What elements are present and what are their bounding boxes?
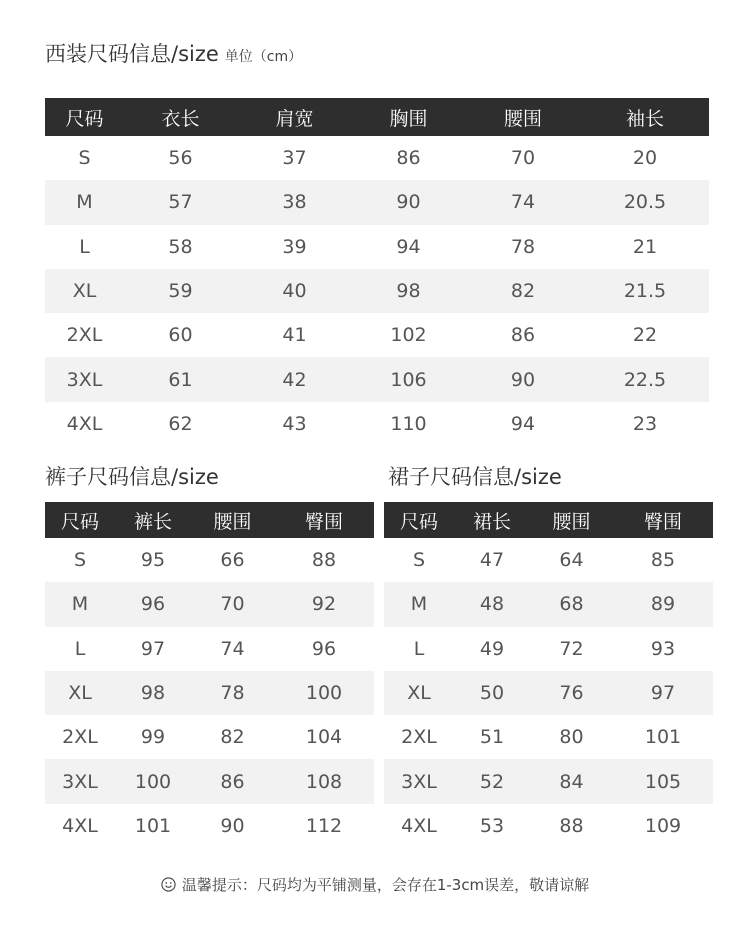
measurement-cell: 101 (134, 814, 172, 837)
size-cell: 2XL (66, 324, 103, 347)
table-row (45, 357, 709, 401)
table-row (384, 715, 713, 759)
size-cell: XL (45, 671, 115, 715)
smile-icon (161, 877, 176, 892)
measurement-cell: 88 (311, 549, 337, 572)
size-cell: L (79, 235, 90, 258)
measurement-cell: 61 (124, 357, 237, 401)
measurement-cell: 82 (220, 726, 245, 749)
measurement-cell: 90 (220, 814, 245, 837)
measurement-cell: 41 (282, 324, 307, 347)
measurement-cell: 60 (168, 324, 193, 347)
suit-title-text: 西装尺码信息/size (45, 42, 219, 66)
measurement-cell: 96 (311, 637, 337, 660)
measurement-cell: 48 (454, 582, 530, 626)
column-header: 尺码 (45, 98, 124, 136)
suit-size-title (45, 44, 302, 65)
column-header: 腰围 (465, 98, 581, 136)
size-cell: M (45, 180, 124, 224)
measurement-cell: 102 (390, 324, 427, 347)
table-row (45, 402, 709, 446)
table-row (45, 804, 374, 848)
size-cell: 2XL (62, 726, 98, 749)
measurement-cell: 90 (352, 180, 465, 224)
measurement-cell: 49 (479, 637, 505, 660)
table-row (384, 538, 713, 582)
measurement-cell: 39 (282, 235, 307, 258)
measurement-cell: 70 (510, 147, 536, 170)
measurement-cell: 90 (465, 357, 581, 401)
measurement-cell: 76 (530, 671, 613, 715)
column-header: 裙长 (454, 502, 530, 538)
size-cell: S (412, 549, 426, 572)
measurement-cell: 38 (237, 180, 352, 224)
measurement-cell: 105 (613, 759, 713, 803)
column-header: 裤长 (115, 502, 191, 538)
measurement-cell: 95 (140, 549, 166, 572)
measurement-cell: 78 (191, 671, 274, 715)
size-cell: 3XL (384, 759, 454, 803)
measurement-cell: 99 (140, 726, 166, 749)
size-cell: 4XL (62, 814, 98, 837)
size-cell: M (384, 582, 454, 626)
table-row (45, 225, 709, 269)
table-row (45, 671, 374, 715)
skirt-size-title: 裙子尺码信息/size (388, 465, 562, 489)
measurement-cell: 100 (274, 671, 374, 715)
measurement-cell: 98 (352, 269, 465, 313)
measurement-cell: 53 (479, 814, 505, 837)
measurement-cell: 22 (632, 324, 658, 347)
column-header: 肩宽 (237, 98, 352, 136)
column-header: 胸围 (352, 98, 465, 136)
table-row (384, 671, 713, 715)
size-cell: 3XL (45, 357, 124, 401)
measurement-cell: 84 (530, 759, 613, 803)
measurement-cell: 66 (220, 549, 245, 572)
measurement-cell: 86 (510, 324, 536, 347)
measurement-cell: 52 (454, 759, 530, 803)
measurement-cell: 78 (510, 235, 536, 258)
measurement-cell: 94 (510, 412, 536, 435)
measurement-cell: 98 (115, 671, 191, 715)
table-header-row (45, 98, 709, 136)
measurement-cell: 47 (479, 549, 505, 572)
measurement-cell: 57 (124, 180, 237, 224)
size-cell: S (73, 549, 87, 572)
measurement-cell: 86 (396, 147, 421, 170)
pants-size-table (45, 502, 374, 848)
measurement-note (0, 874, 750, 895)
table-header-row (45, 502, 374, 538)
measurement-cell: 51 (479, 726, 505, 749)
table-row (384, 582, 713, 626)
measurement-cell: 80 (559, 726, 584, 749)
size-cell: M (45, 582, 115, 626)
table-row (45, 715, 374, 759)
size-cell: L (74, 637, 86, 660)
measurement-cell: 22.5 (581, 357, 709, 401)
column-header: 衣长 (124, 98, 237, 136)
measurement-cell: 62 (168, 412, 193, 435)
skirt-size-table (384, 502, 713, 848)
measurement-cell: 68 (530, 582, 613, 626)
column-header: 尺码 (45, 502, 115, 538)
measurement-cell: 43 (282, 412, 307, 435)
size-cell: 4XL (401, 814, 437, 837)
column-header: 尺码 (384, 502, 454, 538)
measurement-cell: 97 (613, 671, 713, 715)
column-header: 腰围 (530, 502, 613, 538)
measurement-cell: 104 (305, 726, 343, 749)
measurement-cell: 72 (559, 637, 584, 660)
measurement-cell: 70 (191, 582, 274, 626)
measurement-cell: 21.5 (581, 269, 709, 313)
measurement-cell: 100 (115, 759, 191, 803)
size-cell: S (78, 147, 91, 170)
measurement-cell: 82 (465, 269, 581, 313)
measurement-cell: 97 (140, 637, 166, 660)
table-row (45, 582, 374, 626)
size-cell: 2XL (401, 726, 437, 749)
measurement-cell: 101 (644, 726, 682, 749)
table-row (45, 180, 709, 224)
measurement-cell: 40 (237, 269, 352, 313)
measurement-cell: 74 (465, 180, 581, 224)
measurement-cell: 106 (352, 357, 465, 401)
column-header: 腰围 (191, 502, 274, 538)
measurement-cell: 93 (650, 637, 676, 660)
pants-size-title: 裤子尺码信息/size (45, 465, 219, 489)
measurement-cell: 21 (632, 235, 658, 258)
measurement-cell: 23 (632, 412, 658, 435)
table-row (45, 627, 374, 671)
size-cell: XL (45, 269, 124, 313)
table-row (384, 804, 713, 848)
suit-unit-label: 单位（cm） (224, 49, 303, 65)
measurement-cell: 37 (282, 147, 307, 170)
measurement-cell: 59 (124, 269, 237, 313)
column-header: 臀围 (613, 502, 713, 538)
size-cell: XL (384, 671, 454, 715)
column-header: 袖长 (581, 98, 709, 136)
measurement-cell: 64 (559, 549, 584, 572)
measurement-cell: 20 (632, 147, 658, 170)
measurement-cell: 50 (454, 671, 530, 715)
measurement-cell: 92 (274, 582, 374, 626)
table-row (45, 759, 374, 803)
measurement-cell: 74 (220, 637, 245, 660)
measurement-cell: 109 (644, 814, 682, 837)
table-row (45, 313, 709, 357)
measurement-note-text: 温馨提示：尺码均为平铺测量，会存在1-3cm误差，敬请谅解 (181, 876, 590, 894)
size-cell: 3XL (45, 759, 115, 803)
measurement-cell: 96 (115, 582, 191, 626)
measurement-cell: 42 (237, 357, 352, 401)
table-header-row (384, 502, 713, 538)
table-row (384, 627, 713, 671)
measurement-cell: 86 (191, 759, 274, 803)
suit-size-table (45, 98, 709, 446)
table-row (45, 538, 374, 582)
measurement-cell: 112 (305, 814, 343, 837)
measurement-cell: 20.5 (581, 180, 709, 224)
table-row (45, 269, 709, 313)
measurement-cell: 58 (168, 235, 193, 258)
table-row (384, 759, 713, 803)
measurement-cell: 88 (559, 814, 584, 837)
measurement-cell: 108 (274, 759, 374, 803)
measurement-cell: 56 (168, 147, 193, 170)
measurement-cell: 89 (613, 582, 713, 626)
table-row (45, 136, 709, 180)
measurement-cell: 85 (650, 549, 676, 572)
size-cell: L (413, 637, 425, 660)
column-header: 臀围 (274, 502, 374, 538)
measurement-cell: 110 (390, 412, 427, 435)
measurement-cell: 94 (396, 235, 421, 258)
size-cell: 4XL (66, 412, 103, 435)
